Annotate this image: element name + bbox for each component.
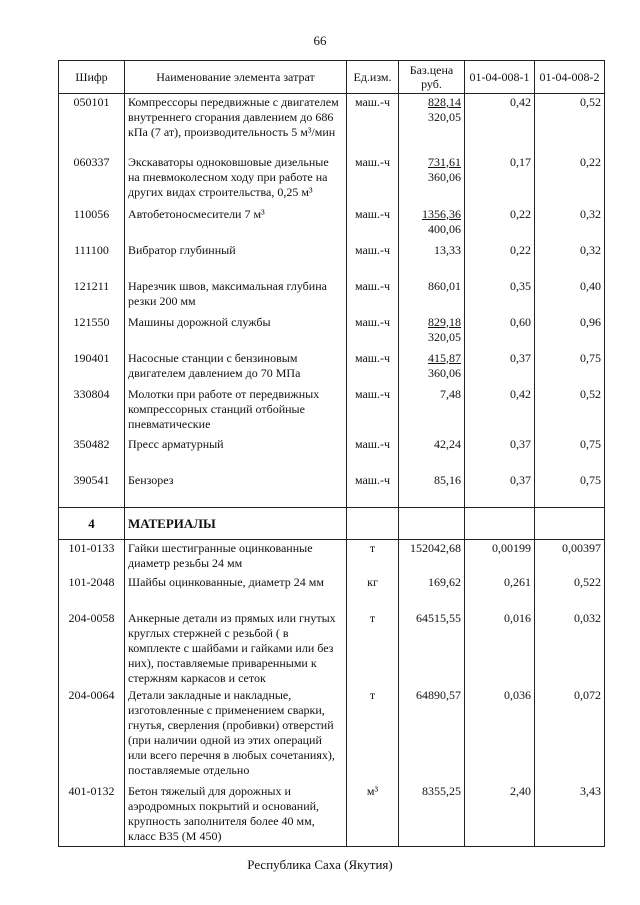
resource-table (58, 60, 605, 847)
row-unit: м³ (347, 783, 399, 847)
materials-section-body (59, 508, 605, 540)
row-price (399, 436, 465, 472)
row-code: 390541 (59, 472, 125, 508)
row-price-primary: 828,14 (428, 95, 461, 109)
row-code: 050101 (59, 94, 125, 154)
row-c2: 0,032 (535, 610, 605, 687)
row-unit: т (347, 610, 399, 687)
row-name: Насосные станции с бензиновым двигателем давлением до 70 МПа (125, 350, 347, 386)
table-row (59, 386, 605, 436)
row-name: Автобетоносмесители 7 м³ (125, 206, 347, 242)
row-price-primary: 415,87 (428, 350, 461, 365)
row-price-secondary: 360,06 (428, 365, 461, 380)
row-price (399, 94, 465, 154)
row-c1: 0,22 (465, 206, 535, 242)
row-price: 64890,57 (399, 687, 465, 783)
table-row (59, 610, 605, 687)
header-c1: 01-04-008-1 (465, 61, 535, 94)
row-price: 8355,25 (399, 783, 465, 847)
header-unit: Ед.изм. (347, 61, 399, 94)
row-price (399, 154, 465, 206)
row-code: 111100 (59, 242, 125, 278)
row-price (399, 386, 465, 436)
row-unit: маш.-ч (347, 278, 399, 314)
row-price (399, 242, 465, 278)
table-row (59, 206, 605, 242)
row-c1: 0,37 (465, 436, 535, 472)
row-name: Бензорез (125, 472, 347, 508)
row-price-primary: 85,16 (434, 472, 461, 487)
section-empty-c2 (535, 508, 605, 540)
row-price-secondary: 400,06 (428, 221, 461, 236)
section-empty-price (399, 508, 465, 540)
materials-body (59, 540, 605, 847)
row-c1: 2,40 (465, 783, 535, 847)
row-name: Детали закладные и накладные, изготовленные с применением сварки, гнутья, сверления (пробивки) отверстий (при наличии одной из этих операций или всего перечня в любых сочетаниях), поставляемые отдельно (125, 687, 347, 783)
table-row (59, 574, 605, 610)
row-price-primary: 829,18 (428, 314, 461, 329)
row-price-primary: 1356,36 (422, 206, 461, 221)
header-c2: 01-04-008-2 (535, 61, 605, 94)
row-c1: 0,00199 (465, 540, 535, 574)
row-price (399, 278, 465, 314)
row-c2: 0,32 (535, 242, 605, 278)
row-c2: 0,072 (535, 687, 605, 783)
row-unit: маш.-ч (347, 386, 399, 436)
row-code: 350482 (59, 436, 125, 472)
row-price: 169,62 (399, 574, 465, 610)
row-c1: 0,016 (465, 610, 535, 687)
header-price: Баз.цена руб. (399, 61, 465, 94)
row-unit: т (347, 540, 399, 574)
row-name: Экскаваторы одноковшовые дизельные на пневмоколесном ходу при работе на других видах строительства, 0,25 м³ (125, 154, 347, 206)
row-name: Вибратор глубинный (125, 242, 347, 278)
row-name: Компрессоры передвижные с двигателем внутреннего сгорания давлением до 686 кПа (7 ат), производительность 5 м³/мин (125, 94, 347, 154)
row-code: 330804 (59, 386, 125, 436)
row-unit: маш.-ч (347, 242, 399, 278)
row-code: 204-0064 (59, 687, 125, 783)
row-c1: 0,261 (465, 574, 535, 610)
section-title: МАТЕРИАЛЫ (125, 508, 347, 540)
table-row (59, 540, 605, 574)
row-price (399, 350, 465, 386)
row-unit: маш.-ч (347, 436, 399, 472)
table-row (59, 242, 605, 278)
row-c1: 0,17 (465, 154, 535, 206)
row-price-primary: 13,33 (434, 242, 461, 257)
row-price (399, 314, 465, 350)
row-c1: 0,42 (465, 386, 535, 436)
row-c1: 0,37 (465, 350, 535, 386)
section-row (59, 508, 605, 540)
row-code: 190401 (59, 350, 125, 386)
row-name: Нарезчик швов, максимальная глубина резки 200 мм (125, 278, 347, 314)
row-name: Бетон тяжелый для дорожных и аэродромных покрытий и оснований, крупность заполнителя более 40 мм, класс В35 (М 450) (125, 783, 347, 847)
row-c2: 0,52 (535, 94, 605, 154)
page-number: 66 (313, 33, 327, 48)
header-code: Шифр (59, 61, 125, 94)
footer-region: Республика Саха (Якутия) (247, 857, 393, 872)
row-c2: 0,32 (535, 206, 605, 242)
header-name: Наименование элемента затрат (125, 61, 347, 94)
row-name: Анкерные детали из прямых или гнутых круглых стержней с резьбой ( в комплекте с шайбами и гайками или без них), поставляемые приваренными к стержням каркасов и сеток (125, 610, 347, 687)
row-c1: 0,42 (465, 94, 535, 154)
row-c2: 0,75 (535, 436, 605, 472)
row-c1: 0,036 (465, 687, 535, 783)
row-c1: 0,60 (465, 314, 535, 350)
row-name: Молотки при работе от передвижных компрессорных станций отбойные пневматические (125, 386, 347, 436)
table-row (59, 154, 605, 206)
row-c2: 0,522 (535, 574, 605, 610)
row-price-primary: 7,48 (440, 386, 461, 401)
table-row (59, 350, 605, 386)
table-row (59, 472, 605, 508)
row-name: Машины дорожной службы (125, 314, 347, 350)
row-price (399, 206, 465, 242)
row-code: 060337 (59, 154, 125, 206)
row-code: 121211 (59, 278, 125, 314)
table-row (59, 783, 605, 847)
row-name: Гайки шестигранные оцинкованные диаметр резьбы 24 мм (125, 540, 347, 574)
row-price-primary: 42,24 (434, 436, 461, 451)
row-c2: 0,96 (535, 314, 605, 350)
row-c1: 0,37 (465, 472, 535, 508)
row-c2: 0,75 (535, 472, 605, 508)
row-unit: кг (347, 574, 399, 610)
row-code: 110056 (59, 206, 125, 242)
row-c2: 0,00397 (535, 540, 605, 574)
row-c2: 0,40 (535, 278, 605, 314)
row-unit: маш.-ч (347, 314, 399, 350)
row-unit: маш.-ч (347, 206, 399, 242)
row-unit: маш.-ч (347, 472, 399, 508)
row-price-secondary: 320,05 (428, 329, 461, 344)
row-price-primary: 860,01 (428, 278, 461, 293)
section-empty-c1 (465, 508, 535, 540)
row-unit: маш.-ч (347, 350, 399, 386)
row-name: Пресс арматурный (125, 436, 347, 472)
row-c2: 0,22 (535, 154, 605, 206)
section-number: 4 (59, 508, 125, 540)
row-code: 101-2048 (59, 574, 125, 610)
row-name: Шайбы оцинкованные, диаметр 24 мм (125, 574, 347, 610)
row-unit: т (347, 687, 399, 783)
row-c1: 0,35 (465, 278, 535, 314)
row-c2: 3,43 (535, 783, 605, 847)
row-c2: 0,52 (535, 386, 605, 436)
row-code: 204-0058 (59, 610, 125, 687)
row-unit: маш.-ч (347, 94, 399, 154)
table-row (59, 436, 605, 472)
row-c1: 0,22 (465, 242, 535, 278)
table-row (59, 278, 605, 314)
row-price-secondary: 320,05 (428, 110, 461, 124)
row-price (399, 472, 465, 508)
row-price-secondary: 360,06 (428, 169, 461, 184)
table-row (59, 94, 605, 154)
table-row (59, 687, 605, 783)
machines-body (59, 94, 605, 508)
row-unit: маш.-ч (347, 154, 399, 206)
row-price: 152042,68 (399, 540, 465, 574)
section-empty-unit (347, 508, 399, 540)
row-code: 101-0133 (59, 540, 125, 574)
row-price: 64515,55 (399, 610, 465, 687)
table-header-row (59, 61, 605, 94)
row-c2: 0,75 (535, 350, 605, 386)
row-code: 401-0132 (59, 783, 125, 847)
row-price-primary: 731,61 (428, 154, 461, 169)
table-row (59, 314, 605, 350)
row-code: 121550 (59, 314, 125, 350)
